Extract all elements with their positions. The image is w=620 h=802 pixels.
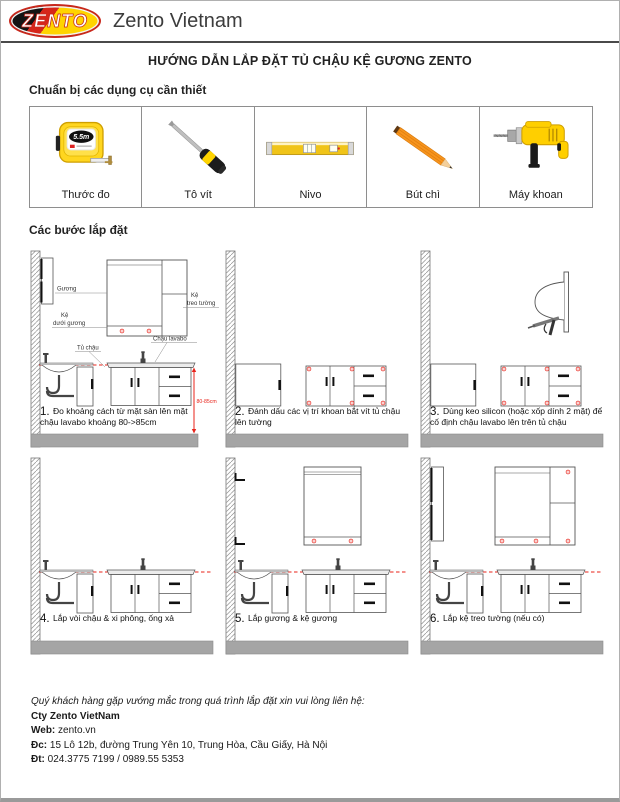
svg-text:Tủ chậu: Tủ chậu [77,345,99,352]
tool-cell-screwdriver [142,107,254,207]
tool-label: Bút chì [405,189,441,201]
footer-phone [31,753,619,768]
tool-label: Nivo [299,189,322,201]
svg-text:Kệ: Kệ [61,313,69,319]
tape-length-text: 5.5m [72,134,90,142]
step-3 [417,246,612,453]
tool-cell-level [255,107,367,207]
floor [31,434,198,447]
height-arrow [192,368,217,434]
step-text: Đánh dấu các vị trí khoan bắt vít tủ chậu lên tường [235,406,401,427]
step-caption [430,613,604,624]
step-text: Lắp vòi chậu & xi phông, ống xả [52,613,174,623]
tools-section-heading: Chuẩn bị các dụng cụ cần thiết [29,83,207,97]
floor [226,641,408,654]
step-6 [417,453,612,679]
screwdriver-icon [142,107,253,189]
step-2 [222,246,417,453]
tool-cell-tape-measure [30,107,142,207]
page-title: HƯỚNG DẪN LẮP ĐẶT TỦ CHẬU KỆ GƯƠNG ZENTO [148,54,472,68]
step-1 [27,246,222,453]
step-5 [222,453,417,679]
svg-text:dưới gương: dưới gương [53,321,86,327]
floor [31,641,213,654]
footer-phone-value: 024.3775 7199 / 0989.55 5353 [47,754,184,765]
mirror-cabinet-front [495,467,575,545]
steps-grid [1,246,619,679]
svg-text:80-85cm: 80-85cm [196,399,217,405]
footer-address [31,739,619,754]
footer-company: Cty Zento VietNam [31,710,120,722]
svg-text:treo tường: treo tường [187,301,216,307]
tool-label: Máy khoan [508,189,563,201]
brand-name: Zento Vietnam [113,9,243,32]
steps-section-heading: Các bước lắp đặt [29,223,128,237]
step-caption [235,406,409,427]
tool-cell-pencil [367,107,479,207]
step-4-diagram [27,453,222,658]
step-caption [40,613,214,624]
svg-text:Gương: Gương [57,286,77,293]
step-number: 2. [235,406,245,418]
wall [31,458,40,654]
tool-label: Thước đo [61,189,110,201]
side-mirror-cabinet [41,258,54,304]
step-text: Đo khoảng cách từ mặt sàn lên mặt chậu lavabo khoảng 80->85cm [40,406,188,427]
side-mirror-cabinet [431,467,444,541]
footer-web [31,724,619,739]
step-caption [430,406,604,427]
floor [421,434,603,447]
header [1,1,619,43]
step-text: Dùng keo silicon (hoặc xốp dính 2 mặt) để cố định chậu lavabo lên trên tủ chậu [430,406,603,427]
footer-address-label: Đc: [31,739,48,751]
footer-note: Quý khách hàng gặp vướng mắc trong quá trình lắp đặt xin vui lòng liên hệ: [31,696,365,707]
mirror-front [304,467,361,545]
tool-cell-drill [480,107,592,207]
footer [31,695,619,768]
step-text: Lắp kệ treo tường (nếu có) [442,613,545,623]
mirror-cabinet-front [107,260,187,336]
tools-table [29,106,593,208]
step-number: 5. [235,613,245,625]
pencil-icon [367,107,478,189]
svg-text:Kệ: Kệ [191,293,199,299]
tape-measure-icon [30,107,141,189]
svg-text:Chậu lavabo: Chậu lavabo [153,336,187,343]
logo-text: ZENTO [22,10,88,31]
footer-phone-label: Đt: [31,754,45,765]
wall [421,251,430,447]
wall [31,251,40,447]
step-4 [27,453,222,679]
footer-web-label: Web: [31,725,56,736]
wall [421,458,430,654]
footer-web-value: zento.vn [58,725,96,736]
footer-address-value: 15 Lô 12b, đường Trung Yên 10, Trung Hòa, Cầu Giấy, Hà Nội [49,739,328,751]
step-caption [235,613,409,624]
step-number: 1. [40,406,50,418]
drill-icon [480,107,592,189]
step-number: 3. [430,406,440,418]
wall [226,458,235,654]
silicone-application [528,272,569,335]
level-icon [255,107,366,189]
step-5-diagram [222,453,417,658]
wall-brackets [236,473,246,544]
zento-logo-icon [9,4,101,38]
wall [226,251,235,447]
tool-label: Tô vít [184,189,212,201]
step-number: 6. [430,613,440,625]
floor [421,641,603,654]
step-number: 4. [40,613,50,625]
step-caption [40,406,192,427]
step-6-diagram [417,453,612,658]
floor [226,434,408,447]
step-text: Lắp gương & kệ gương [247,613,338,623]
